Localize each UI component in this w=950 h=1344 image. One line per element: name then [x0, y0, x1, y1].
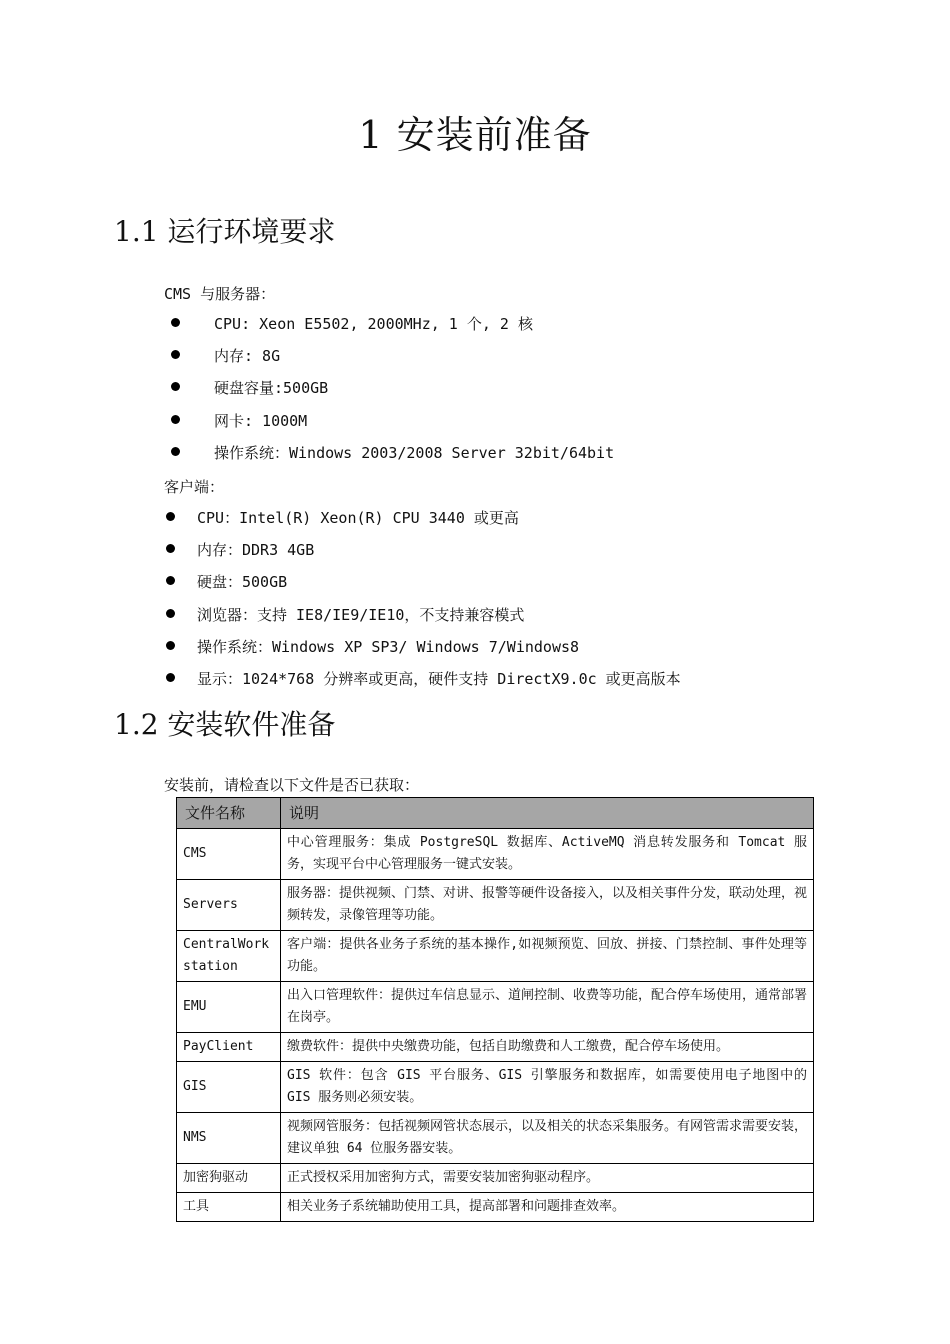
table-header-row	[177, 798, 814, 829]
bullet-icon	[166, 673, 175, 682]
column-header-file-name: 文件名称	[177, 798, 281, 829]
bullet-icon	[166, 512, 175, 521]
file-name-cell: NMS	[177, 1113, 281, 1164]
file-name-cell: CentralWorkstation	[177, 931, 281, 982]
bullet-icon	[166, 576, 175, 585]
client-item: 显示：1024*768 分辨率或更高，硬件支持 DirectX9.0c 或更高版本	[197, 670, 681, 688]
server-item: CPU: Xeon E5502, 2000MHz, 1 个, 2 核	[214, 315, 533, 333]
file-description-cell: 正式授权采用加密狗方式，需要安装加密狗驱动程序。	[281, 1164, 814, 1193]
server-item: 硬盘容量:500GB	[214, 379, 329, 397]
file-description-cell: 中心管理服务：集成 PostgreSQL 数据库、ActiveMQ 消息转发服务和 Tomcat 服务，实现平台中心管理服务一键式安装。	[281, 829, 814, 880]
file-name-cell: PayClient	[177, 1033, 281, 1062]
bullet-icon	[166, 641, 175, 650]
table-row	[177, 1164, 814, 1193]
bullet-icon	[171, 415, 180, 424]
bullet-icon	[166, 609, 175, 618]
table-row	[177, 1113, 814, 1164]
file-name-cell: EMU	[177, 982, 281, 1033]
file-description-cell: 客户端：提供各业务子系统的基本操作,如视频预览、回放、拼接、门禁控制、事件处理等功能。	[281, 931, 814, 982]
file-name-cell: 工具	[177, 1193, 281, 1222]
client-item: 内存：DDR3 4GB	[197, 541, 315, 559]
server-item: 内存: 8G	[214, 347, 281, 365]
bullet-icon	[166, 544, 175, 553]
client-item: CPU：Intel(R) Xeon(R) CPU 3440 或更高	[197, 509, 519, 527]
file-description-cell: 服务器：提供视频、门禁、对讲、报警等硬件设备接入，以及相关事件分发，联动处理，视频转发，录像管理等功能。	[281, 880, 814, 931]
file-description-cell: 相关业务子系统辅助使用工具，提高部署和问题排查效率。	[281, 1193, 814, 1222]
table-row	[177, 1062, 814, 1113]
table-intro: 安装前，请检查以下文件是否已获取：	[164, 776, 420, 794]
client-item: 浏览器：支持 IE8/IE9/IE10，不支持兼容模式	[197, 606, 525, 624]
column-header-description: 说明	[281, 798, 814, 829]
table-row	[177, 880, 814, 931]
file-description-cell: 出入口管理软件：提供过车信息显示、道闸控制、收费等功能，配合停车场使用，通常部署在岗亭。	[281, 982, 814, 1033]
file-description-cell: 视频网管服务：包括视频网管状态展示，以及相关的状态采集服务。有网管需求需要安装，建议单独 64 位服务器安装。	[281, 1113, 814, 1164]
file-name-cell: GIS	[177, 1062, 281, 1113]
section-heading-1-1: 1.1 运行环境要求	[114, 215, 336, 248]
install-files-table	[176, 797, 814, 1222]
bullet-icon	[171, 350, 180, 359]
table-row	[177, 931, 814, 982]
file-name-cell: Servers	[177, 880, 281, 931]
server-item: 操作系统：Windows 2003/2008 Server 32bit/64bit	[214, 444, 615, 462]
file-description-cell: GIS 软件：包含 GIS 平台服务、GIS 引擎服务和数据库，如需要使用电子地图中的 GIS 服务则必须安装。	[281, 1062, 814, 1113]
file-description-cell: 缴费软件：提供中央缴费功能，包括自助缴费和人工缴费，配合停车场使用。	[281, 1033, 814, 1062]
file-name-cell: 加密狗驱动	[177, 1164, 281, 1193]
bullet-icon	[171, 318, 180, 327]
client-item: 操作系统：Windows XP SP3/ Windows 7/Windows8	[197, 638, 580, 656]
table-row	[177, 829, 814, 880]
bullet-icon	[171, 447, 180, 456]
client-item: 硬盘：500GB	[197, 573, 288, 591]
client-intro: 客户端：	[164, 478, 225, 496]
table-row	[177, 1193, 814, 1222]
bullet-icon	[171, 382, 180, 391]
table-row	[177, 982, 814, 1033]
server-item: 网卡: 1000M	[214, 412, 308, 430]
server-intro: CMS 与服务器：	[164, 285, 276, 303]
table-row	[177, 1033, 814, 1062]
chapter-title: 1 安装前准备	[358, 113, 592, 157]
file-name-cell: CMS	[177, 829, 281, 880]
section-heading-1-2: 1.2 安装软件准备	[114, 708, 336, 741]
